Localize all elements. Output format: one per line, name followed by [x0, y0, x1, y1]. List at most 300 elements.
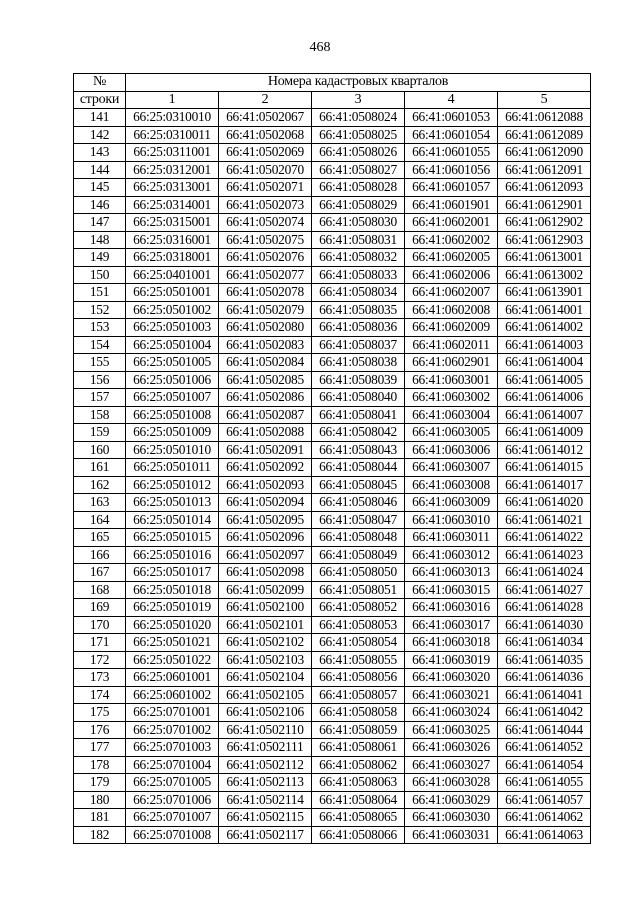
cadastral-number-cell: 66:25:0701007	[126, 809, 219, 827]
cadastral-number-cell: 66:41:0508030	[312, 214, 405, 232]
cadastral-number-cell: 66:41:0614054	[498, 756, 591, 774]
table-row	[74, 511, 591, 529]
cadastral-number-cell: 66:41:0614017	[498, 476, 591, 494]
cadastral-number-cell: 66:41:0612090	[498, 144, 591, 162]
row-number-cell: 181	[74, 809, 126, 827]
cadastral-number-cell: 66:25:0701005	[126, 774, 219, 792]
cadastral-number-cell: 66:41:0614012	[498, 441, 591, 459]
cadastral-number-cell: 66:41:0602901	[405, 354, 498, 372]
cadastral-number-cell: 66:41:0614036	[498, 669, 591, 687]
table-row	[74, 494, 591, 512]
cadastral-number-cell: 66:25:0401001	[126, 266, 219, 284]
row-number-cell: 164	[74, 511, 126, 529]
table-row	[74, 319, 591, 337]
table-row	[74, 109, 591, 127]
cadastral-number-cell: 66:25:0701001	[126, 704, 219, 722]
cadastral-number-cell: 66:25:0501007	[126, 389, 219, 407]
cadastral-number-cell: 66:41:0502101	[219, 616, 312, 634]
cadastral-number-cell: 66:41:0601901	[405, 196, 498, 214]
cadastral-number-cell: 66:41:0612901	[498, 196, 591, 214]
row-number-cell: 165	[74, 529, 126, 547]
cadastral-number-cell: 66:41:0614041	[498, 686, 591, 704]
cadastral-number-cell: 66:41:0614024	[498, 564, 591, 582]
cadastral-number-cell: 66:41:0603028	[405, 774, 498, 792]
table-row	[74, 739, 591, 757]
cadastral-quarters-table	[73, 73, 591, 844]
cadastral-number-cell: 66:41:0508050	[312, 564, 405, 582]
row-number-cell: 175	[74, 704, 126, 722]
row-number-cell: 174	[74, 686, 126, 704]
cadastral-number-cell: 66:41:0502103	[219, 651, 312, 669]
table-row	[74, 721, 591, 739]
table-row	[74, 616, 591, 634]
cadastral-number-cell: 66:41:0614028	[498, 599, 591, 617]
cadastral-number-cell: 66:41:0508051	[312, 581, 405, 599]
table-row	[74, 196, 591, 214]
row-number-cell: 146	[74, 196, 126, 214]
cadastral-number-cell: 66:41:0502076	[219, 249, 312, 267]
row-number-cell: 167	[74, 564, 126, 582]
cadastral-number-cell: 66:25:0310010	[126, 109, 219, 127]
group-title-header: Номера кадастровых кварталов	[126, 74, 591, 92]
table-row	[74, 144, 591, 162]
cadastral-number-cell: 66:41:0601055	[405, 144, 498, 162]
column-header-1: 1	[126, 91, 219, 109]
cadastral-number-cell: 66:25:0501008	[126, 406, 219, 424]
cadastral-number-cell: 66:41:0603016	[405, 599, 498, 617]
cadastral-number-cell: 66:41:0508039	[312, 371, 405, 389]
cadastral-number-cell: 66:41:0614009	[498, 424, 591, 442]
page-number: 468	[309, 40, 331, 55]
cadastral-number-cell: 66:41:0508029	[312, 196, 405, 214]
row-number-cell: 158	[74, 406, 126, 424]
cadastral-number-cell: 66:25:0318001	[126, 249, 219, 267]
row-number-cell: 142	[74, 126, 126, 144]
cadastral-number-cell: 66:41:0614063	[498, 826, 591, 844]
table-row	[74, 669, 591, 687]
cadastral-number-cell: 66:41:0602007	[405, 284, 498, 302]
cadastral-number-cell: 66:41:0614027	[498, 581, 591, 599]
cadastral-number-cell: 66:41:0614006	[498, 389, 591, 407]
cadastral-number-cell: 66:41:0603009	[405, 494, 498, 512]
row-number-cell: 170	[74, 616, 126, 634]
cadastral-number-cell: 66:41:0603005	[405, 424, 498, 442]
cadastral-number-cell: 66:41:0614007	[498, 406, 591, 424]
cadastral-number-cell: 66:41:0508027	[312, 161, 405, 179]
cadastral-number-cell: 66:41:0502095	[219, 511, 312, 529]
row-number-cell: 177	[74, 739, 126, 757]
cadastral-number-cell: 66:41:0508059	[312, 721, 405, 739]
cadastral-number-cell: 66:41:0614023	[498, 546, 591, 564]
row-number-cell: 149	[74, 249, 126, 267]
cadastral-number-cell: 66:41:0508062	[312, 756, 405, 774]
cadastral-number-cell: 66:25:0312001	[126, 161, 219, 179]
cadastral-number-cell: 66:25:0501017	[126, 564, 219, 582]
cadastral-number-cell: 66:41:0508033	[312, 266, 405, 284]
row-number-cell: 161	[74, 459, 126, 477]
cadastral-number-cell: 66:25:0501001	[126, 284, 219, 302]
cadastral-number-cell: 66:41:0502085	[219, 371, 312, 389]
cadastral-number-cell: 66:41:0603007	[405, 459, 498, 477]
cadastral-number-cell: 66:41:0502104	[219, 669, 312, 687]
cadastral-number-cell: 66:41:0502091	[219, 441, 312, 459]
cadastral-number-cell: 66:41:0508043	[312, 441, 405, 459]
row-number-cell: 182	[74, 826, 126, 844]
row-number-cell: 179	[74, 774, 126, 792]
table-row	[74, 389, 591, 407]
row-number-cell: 166	[74, 546, 126, 564]
cadastral-number-cell: 66:41:0601054	[405, 126, 498, 144]
table-row	[74, 599, 591, 617]
cadastral-number-cell: 66:41:0502074	[219, 214, 312, 232]
cadastral-number-cell: 66:41:0508026	[312, 144, 405, 162]
cadastral-number-cell: 66:41:0502087	[219, 406, 312, 424]
cadastral-number-cell: 66:41:0508024	[312, 109, 405, 127]
table-row	[74, 441, 591, 459]
cadastral-number-cell: 66:41:0614021	[498, 511, 591, 529]
row-number-cell: 172	[74, 651, 126, 669]
cadastral-number-cell: 66:25:0501021	[126, 634, 219, 652]
cadastral-number-cell: 66:41:0614034	[498, 634, 591, 652]
cadastral-number-cell: 66:41:0603017	[405, 616, 498, 634]
row-number-cell: 157	[74, 389, 126, 407]
table-row	[74, 354, 591, 372]
row-number-cell: 147	[74, 214, 126, 232]
cadastral-number-cell: 66:41:0508066	[312, 826, 405, 844]
row-number-cell: 154	[74, 336, 126, 354]
cadastral-number-cell: 66:41:0508036	[312, 319, 405, 337]
cadastral-number-cell: 66:41:0614015	[498, 459, 591, 477]
cadastral-number-cell: 66:41:0603026	[405, 739, 498, 757]
cadastral-number-cell: 66:25:0501011	[126, 459, 219, 477]
cadastral-number-cell: 66:25:0501020	[126, 616, 219, 634]
cadastral-number-cell: 66:41:0603013	[405, 564, 498, 582]
table-row	[74, 564, 591, 582]
table-row	[74, 459, 591, 477]
cadastral-number-cell: 66:41:0502069	[219, 144, 312, 162]
cadastral-number-cell: 66:41:0508042	[312, 424, 405, 442]
cadastral-number-cell: 66:41:0508056	[312, 669, 405, 687]
cadastral-number-cell: 66:41:0502084	[219, 354, 312, 372]
cadastral-number-cell: 66:41:0508049	[312, 546, 405, 564]
cadastral-number-cell: 66:25:0501002	[126, 301, 219, 319]
row-number-cell: 150	[74, 266, 126, 284]
cadastral-number-cell: 66:25:0701006	[126, 791, 219, 809]
table-row	[74, 301, 591, 319]
cadastral-number-cell: 66:41:0603019	[405, 651, 498, 669]
table-row	[74, 529, 591, 547]
cadastral-number-cell: 66:41:0508028	[312, 179, 405, 197]
cadastral-number-cell: 66:41:0612088	[498, 109, 591, 127]
cadastral-number-cell: 66:41:0603004	[405, 406, 498, 424]
cadastral-number-cell: 66:41:0614052	[498, 739, 591, 757]
cadastral-number-cell: 66:41:0502067	[219, 109, 312, 127]
row-number-header-line1: №	[74, 74, 126, 92]
table-row	[74, 336, 591, 354]
row-number-cell: 156	[74, 371, 126, 389]
cadastral-number-cell: 66:41:0614022	[498, 529, 591, 547]
cadastral-number-cell: 66:41:0508031	[312, 231, 405, 249]
cadastral-number-cell: 66:25:0701002	[126, 721, 219, 739]
cadastral-number-cell: 66:41:0502068	[219, 126, 312, 144]
row-number-cell: 160	[74, 441, 126, 459]
cadastral-number-cell: 66:41:0502080	[219, 319, 312, 337]
cadastral-number-cell: 66:25:0501015	[126, 529, 219, 547]
cadastral-number-cell: 66:41:0601056	[405, 161, 498, 179]
cadastral-number-cell: 66:41:0614062	[498, 809, 591, 827]
table-row	[74, 406, 591, 424]
cadastral-number-cell: 66:41:0602005	[405, 249, 498, 267]
row-number-cell: 176	[74, 721, 126, 739]
cadastral-number-cell: 66:41:0508037	[312, 336, 405, 354]
cadastral-number-cell: 66:41:0612902	[498, 214, 591, 232]
cadastral-number-cell: 66:25:0501019	[126, 599, 219, 617]
cadastral-number-cell: 66:41:0603027	[405, 756, 498, 774]
table-row	[74, 476, 591, 494]
row-number-cell: 173	[74, 669, 126, 687]
cadastral-number-cell: 66:41:0502073	[219, 196, 312, 214]
row-number-cell: 144	[74, 161, 126, 179]
cadastral-number-cell: 66:41:0614030	[498, 616, 591, 634]
row-number-cell: 178	[74, 756, 126, 774]
cadastral-number-cell: 66:41:0601053	[405, 109, 498, 127]
cadastral-number-cell: 66:41:0502114	[219, 791, 312, 809]
cadastral-number-cell: 66:41:0508041	[312, 406, 405, 424]
cadastral-number-cell: 66:41:0508065	[312, 809, 405, 827]
cadastral-number-cell: 66:41:0502099	[219, 581, 312, 599]
cadastral-number-cell: 66:41:0603015	[405, 581, 498, 599]
cadastral-number-cell: 66:41:0614020	[498, 494, 591, 512]
cadastral-number-cell: 66:25:0501022	[126, 651, 219, 669]
cadastral-number-cell: 66:41:0602011	[405, 336, 498, 354]
cadastral-number-cell: 66:41:0502102	[219, 634, 312, 652]
table-row	[74, 284, 591, 302]
cadastral-number-cell: 66:41:0613002	[498, 266, 591, 284]
column-header-3: 3	[312, 91, 405, 109]
cadastral-number-cell: 66:41:0502075	[219, 231, 312, 249]
cadastral-number-cell: 66:41:0603025	[405, 721, 498, 739]
cadastral-number-cell: 66:41:0603024	[405, 704, 498, 722]
row-number-cell: 180	[74, 791, 126, 809]
cadastral-number-cell: 66:41:0614003	[498, 336, 591, 354]
cadastral-number-cell: 66:25:0501010	[126, 441, 219, 459]
cadastral-number-cell: 66:25:0501006	[126, 371, 219, 389]
table-row	[74, 791, 591, 809]
cadastral-number-cell: 66:41:0508058	[312, 704, 405, 722]
cadastral-number-cell: 66:41:0612089	[498, 126, 591, 144]
cadastral-number-cell: 66:41:0508052	[312, 599, 405, 617]
row-number-header-line2: строки	[74, 91, 126, 109]
cadastral-number-cell: 66:41:0502086	[219, 389, 312, 407]
cadastral-number-cell: 66:41:0502093	[219, 476, 312, 494]
cadastral-number-cell: 66:41:0502096	[219, 529, 312, 547]
cadastral-number-cell: 66:25:0601001	[126, 669, 219, 687]
cadastral-number-cell: 66:41:0602002	[405, 231, 498, 249]
cadastral-number-cell: 66:41:0603020	[405, 669, 498, 687]
cadastral-number-cell: 66:41:0603012	[405, 546, 498, 564]
row-number-cell: 152	[74, 301, 126, 319]
table-row	[74, 774, 591, 792]
cadastral-number-cell: 66:25:0701004	[126, 756, 219, 774]
cadastral-number-cell: 66:41:0508063	[312, 774, 405, 792]
row-number-cell: 148	[74, 231, 126, 249]
row-number-cell: 162	[74, 476, 126, 494]
table-row	[74, 686, 591, 704]
cadastral-number-cell: 66:41:0502117	[219, 826, 312, 844]
table-body	[74, 109, 591, 844]
row-number-cell: 151	[74, 284, 126, 302]
table-row	[74, 581, 591, 599]
column-header-4: 4	[405, 91, 498, 109]
table-row	[74, 634, 591, 652]
cadastral-number-cell: 66:41:0502077	[219, 266, 312, 284]
cadastral-number-cell: 66:41:0508044	[312, 459, 405, 477]
cadastral-number-cell: 66:25:0601002	[126, 686, 219, 704]
cadastral-number-cell: 66:41:0508040	[312, 389, 405, 407]
cadastral-number-cell: 66:25:0501009	[126, 424, 219, 442]
cadastral-number-cell: 66:41:0508035	[312, 301, 405, 319]
table-row	[74, 756, 591, 774]
cadastral-number-cell: 66:41:0502110	[219, 721, 312, 739]
cadastral-number-cell: 66:25:0501005	[126, 354, 219, 372]
cadastral-number-cell: 66:41:0603010	[405, 511, 498, 529]
cadastral-number-cell: 66:41:0502112	[219, 756, 312, 774]
table-row	[74, 424, 591, 442]
cadastral-number-cell: 66:25:0316001	[126, 231, 219, 249]
cadastral-number-cell: 66:41:0502070	[219, 161, 312, 179]
cadastral-number-cell: 66:25:0501014	[126, 511, 219, 529]
cadastral-number-cell: 66:41:0502071	[219, 179, 312, 197]
row-number-cell: 153	[74, 319, 126, 337]
cadastral-number-cell: 66:41:0508032	[312, 249, 405, 267]
cadastral-number-cell: 66:41:0614042	[498, 704, 591, 722]
table-row	[74, 651, 591, 669]
header-row-1	[74, 74, 591, 92]
table-row	[74, 826, 591, 844]
cadastral-number-cell: 66:41:0502113	[219, 774, 312, 792]
cadastral-number-cell: 66:25:0501013	[126, 494, 219, 512]
row-number-cell: 168	[74, 581, 126, 599]
cadastral-number-cell: 66:41:0612091	[498, 161, 591, 179]
cadastral-number-cell: 66:41:0603029	[405, 791, 498, 809]
table-header	[74, 74, 591, 109]
cadastral-number-cell: 66:41:0502115	[219, 809, 312, 827]
cadastral-number-cell: 66:41:0508053	[312, 616, 405, 634]
cadastral-number-cell: 66:41:0502079	[219, 301, 312, 319]
cadastral-number-cell: 66:41:0508054	[312, 634, 405, 652]
table-row	[74, 704, 591, 722]
row-number-cell: 143	[74, 144, 126, 162]
cadastral-number-cell: 66:25:0701003	[126, 739, 219, 757]
cadastral-number-cell: 66:41:0614001	[498, 301, 591, 319]
row-number-cell: 159	[74, 424, 126, 442]
cadastral-number-cell: 66:41:0603001	[405, 371, 498, 389]
cadastral-number-cell: 66:41:0602001	[405, 214, 498, 232]
cadastral-number-cell: 66:41:0508025	[312, 126, 405, 144]
cadastral-number-cell: 66:41:0508034	[312, 284, 405, 302]
cadastral-number-cell: 66:41:0508038	[312, 354, 405, 372]
header-row-2	[74, 91, 591, 109]
cadastral-number-cell: 66:41:0603006	[405, 441, 498, 459]
cadastral-number-cell: 66:25:0501018	[126, 581, 219, 599]
table-row	[74, 546, 591, 564]
row-number-cell: 163	[74, 494, 126, 512]
cadastral-number-cell: 66:41:0502098	[219, 564, 312, 582]
cadastral-number-cell: 66:41:0602009	[405, 319, 498, 337]
column-header-5: 5	[498, 91, 591, 109]
cadastral-number-cell: 66:25:0501016	[126, 546, 219, 564]
cadastral-number-cell: 66:41:0614004	[498, 354, 591, 372]
cadastral-number-cell: 66:41:0613901	[498, 284, 591, 302]
column-header-2: 2	[219, 91, 312, 109]
cadastral-number-cell: 66:41:0508047	[312, 511, 405, 529]
cadastral-number-cell: 66:41:0614057	[498, 791, 591, 809]
cadastral-number-cell: 66:41:0603002	[405, 389, 498, 407]
cadastral-number-cell: 66:41:0508061	[312, 739, 405, 757]
cadastral-number-cell: 66:25:0311001	[126, 144, 219, 162]
cadastral-number-cell: 66:41:0508045	[312, 476, 405, 494]
table-row	[74, 179, 591, 197]
cadastral-number-cell: 66:41:0602006	[405, 266, 498, 284]
cadastral-number-cell: 66:41:0603031	[405, 826, 498, 844]
cadastral-number-cell: 66:41:0614035	[498, 651, 591, 669]
cadastral-number-cell: 66:25:0315001	[126, 214, 219, 232]
cadastral-number-cell: 66:41:0601057	[405, 179, 498, 197]
cadastral-number-cell: 66:41:0502100	[219, 599, 312, 617]
cadastral-number-cell: 66:41:0603021	[405, 686, 498, 704]
cadastral-number-cell: 66:25:0501012	[126, 476, 219, 494]
cadastral-number-cell: 66:41:0502111	[219, 739, 312, 757]
cadastral-number-cell: 66:41:0603008	[405, 476, 498, 494]
table-row	[74, 809, 591, 827]
cadastral-number-cell: 66:41:0612093	[498, 179, 591, 197]
cadastral-number-cell: 66:41:0502088	[219, 424, 312, 442]
cadastral-number-cell: 66:25:0310011	[126, 126, 219, 144]
cadastral-number-cell: 66:25:0314001	[126, 196, 219, 214]
table-row	[74, 161, 591, 179]
row-number-cell: 141	[74, 109, 126, 127]
table-row	[74, 214, 591, 232]
row-number-cell: 155	[74, 354, 126, 372]
cadastral-number-cell: 66:41:0508055	[312, 651, 405, 669]
cadastral-number-cell: 66:41:0614055	[498, 774, 591, 792]
cadastral-number-cell: 66:41:0502083	[219, 336, 312, 354]
cadastral-number-cell: 66:25:0701008	[126, 826, 219, 844]
cadastral-number-cell: 66:41:0614002	[498, 319, 591, 337]
cadastral-number-cell: 66:41:0508057	[312, 686, 405, 704]
cadastral-number-cell: 66:41:0612903	[498, 231, 591, 249]
cadastral-number-cell: 66:25:0501004	[126, 336, 219, 354]
table-row	[74, 371, 591, 389]
row-number-cell: 169	[74, 599, 126, 617]
cadastral-number-cell: 66:41:0614005	[498, 371, 591, 389]
cadastral-number-cell: 66:41:0508048	[312, 529, 405, 547]
cadastral-number-cell: 66:41:0508046	[312, 494, 405, 512]
table-row	[74, 231, 591, 249]
table-row	[74, 126, 591, 144]
cadastral-number-cell: 66:41:0502105	[219, 686, 312, 704]
cadastral-number-cell: 66:41:0614044	[498, 721, 591, 739]
table-row	[74, 249, 591, 267]
cadastral-number-cell: 66:41:0502092	[219, 459, 312, 477]
cadastral-number-cell: 66:41:0602008	[405, 301, 498, 319]
cadastral-number-cell: 66:41:0603018	[405, 634, 498, 652]
cadastral-number-cell: 66:41:0508064	[312, 791, 405, 809]
cadastral-number-cell: 66:41:0603030	[405, 809, 498, 827]
cadastral-number-cell: 66:41:0502106	[219, 704, 312, 722]
cadastral-number-cell: 66:41:0502094	[219, 494, 312, 512]
row-number-cell: 171	[74, 634, 126, 652]
